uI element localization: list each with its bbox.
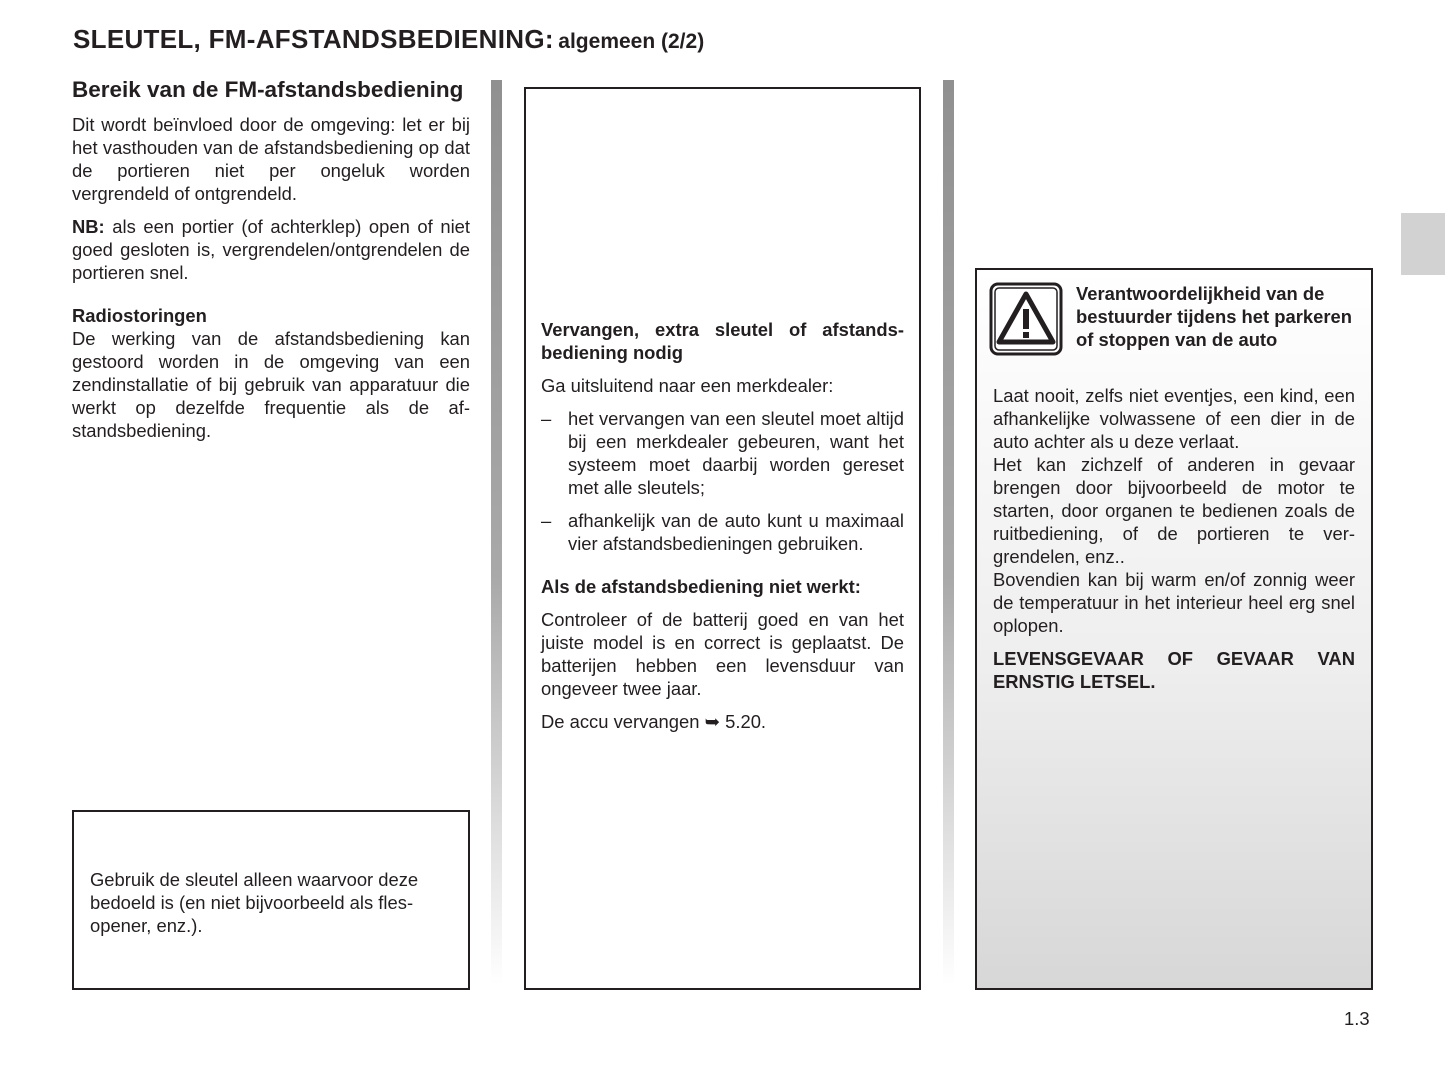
warning-paragraph: Bovendien kan bij warm en/of zonnig weer de temperatuur in het interieur heel erg snel oplopen. (993, 569, 1355, 636)
range-paragraph: Dit wordt beïnvloed door de omgeving: let er bij het vasthouden van de afstandsbediening op dat de portieren niet per ongeluk worden vergrendeld of ontgrendeld. (72, 114, 470, 204)
replace-list (541, 407, 904, 555)
middle-column (541, 318, 904, 733)
page-title (73, 24, 704, 55)
arrow-icon: ➥ (704, 711, 721, 732)
list-item (541, 509, 904, 555)
nb-paragraph (72, 215, 470, 284)
warning-paragraph: Het kan zichzelf of anderen in gevaar brengen door bijvoorbeeld de motor te starten, door organen te bedienen zoals de ruitbediening, of de portieren te vergrendelen, enz.. (993, 454, 1355, 567)
battery-text: De accu vervangen (541, 711, 700, 732)
radio-heading: Radiostoringen (72, 305, 207, 326)
battery-reference (541, 710, 904, 733)
battery-page-ref: 5.20. (725, 711, 767, 732)
warning-body (993, 384, 1355, 693)
not-working-heading: Als de afstandsbediening niet werkt: (541, 576, 861, 597)
radio-paragraph: De werking van de afstandsbediening kan gestoord worden in de omgeving van een zendinstallatie of bij gebruik van apparatuur die werkt op dezelfde frequentie als de afstandsbediening. (72, 328, 470, 441)
warning-triangle-icon (989, 282, 1063, 356)
title-main: SLEUTEL, FM-AFSTANDSBEDIENING: (73, 24, 554, 54)
list-item (541, 407, 904, 499)
page-number: 1.3 (1344, 1008, 1370, 1029)
replace-heading: Vervangen, extra sleutel of afstandsbediening nodig (541, 319, 904, 363)
replace-intro: Ga uitsluitend naar een merkdealer: (541, 375, 834, 396)
danger-text: LEVENSGEVAAR OF GEVAAR VAN ERNSTIG LETSEL. (993, 648, 1355, 692)
title-sub: algemeen (2/2) (558, 30, 705, 53)
key-note-box (72, 810, 470, 990)
warning-title: Verantwoordelijkheid van de bestuurder tijdens het parkeren of stoppen van de auto (1076, 283, 1352, 350)
dash-bullet: – (541, 510, 552, 531)
nb-label: NB: (72, 216, 105, 237)
column-divider-left (491, 80, 502, 985)
left-column (72, 76, 470, 442)
dash-bullet: – (541, 408, 552, 429)
column-divider-right (943, 80, 954, 985)
warning-box (975, 268, 1373, 990)
not-working-text: Controleer of de batterij goed en van het juiste model is en correct is geplaatst. De batterijen hebben een levensduur van ongeveer twee jaar. (541, 609, 904, 699)
list-item-text: het vervangen van een sleutel moet altijd bij een merkdealer gebeuren, want het systeem moet daarbij worden gereset met alle sleutels; (568, 408, 904, 498)
list-item-text: afhankelijk van de auto kunt u maximaal vier afstandsbedieningen gebruiken. (568, 510, 904, 554)
range-heading: Bereik van de FM-afstandsbediening (72, 77, 464, 102)
key-note-text: Gebruik de sleutel alleen waarvoor deze bedoeld is (en niet bijvoorbeeld als flesopener, enz.). (90, 869, 419, 936)
chapter-tab (1401, 213, 1445, 275)
nb-text: als een portier (of achterklep) open of niet goed gesloten is, vergrendelen/ontgrendelen de portieren snel. (72, 216, 470, 283)
warning-paragraph: Laat nooit, zelfs niet eventjes, een kind, een afhankelijke volwassene of een dier in de auto achter als u deze verlaat. (993, 385, 1355, 452)
